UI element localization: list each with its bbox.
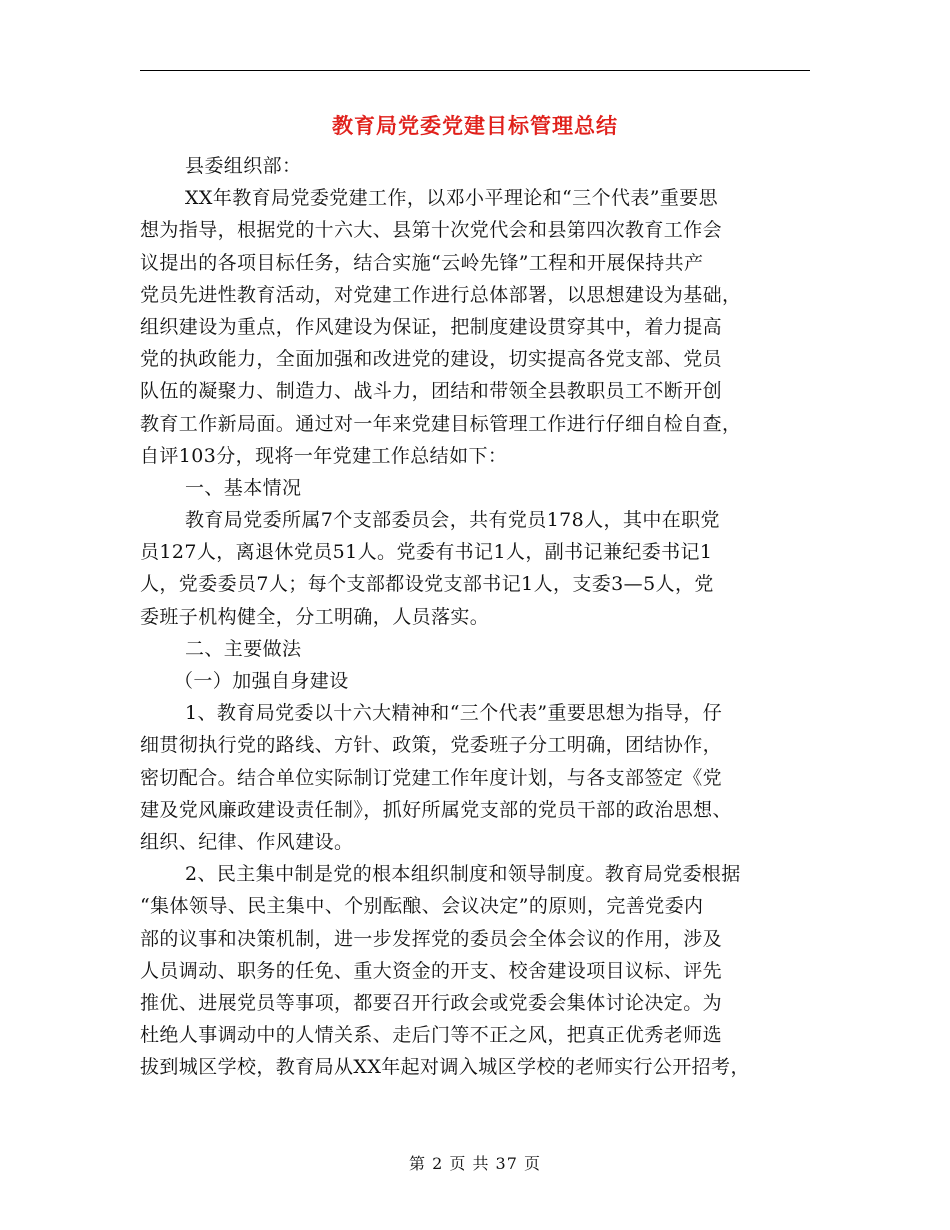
paragraph-line: 人员调动、职务的任免、重大资金的开支、校舍建设项目议标、评先 [140,959,723,982]
paragraph-line: 党员先进性教育活动，对党建工作进行总体部署，以思想建设为基础， [140,283,742,306]
document-title: 教育局党委党建目标管理总结 [332,113,618,138]
page-number: 第 2 页 共 37 页 [409,1154,541,1173]
paragraph-line: 杜绝人事调动中的人情关系、走后门等不正之风，把真正优秀老师选 [140,1024,723,1047]
paragraph-line: 2、民主集中制是党的根本组织制度和领导制度。教育局党委根据 [185,863,741,886]
section-heading: 一、基本情况 [185,476,302,499]
paragraph-line: 党的执政能力，全面加强和改进党的建设，切实提高各党支部、党员 [140,348,723,371]
paragraph-line: 人，党委委员7人；每个支部都设党支部书记1人，支委3—5人，党 [140,573,714,596]
paragraph-line: 教育局党委所属7个支部委员会，共有党员178人，其中在职党 [185,509,720,532]
paragraph-line: 自评103分，现将一年党建工作总结如下： [140,444,508,467]
paragraph-line: 1、教育局党委以十六大精神和“三个代表”重要思想为指导，仔 [185,702,723,725]
paragraph-line: XX年教育局党委党建工作，以邓小平理论和“三个代表”重要思 [185,187,719,210]
paragraph-line: 议提出的各项目标任务，结合实施“云岭先锋”工程和开展保持共产 [140,251,704,274]
paragraph-line: 密切配合。结合单位实际制订党建工作年度计划，与各支部签定《党 [140,766,723,789]
section-heading: 二、主要做法 [185,637,302,660]
paragraph-line: 组织、纪律、作风建设。 [140,830,354,853]
paragraph-line: 拔到城区学校，教育局从XX年起对调入城区学校的老师实行公开招考， [140,1056,750,1079]
paragraph-line: 教育工作新局面。通过对一年来党建目标管理工作进行仔细自检自查， [140,412,742,435]
paragraph-line: 队伍的凝聚力、制造力、战斗力，团结和带领全县教职员工不断开创 [140,380,723,403]
subsection-heading: （一）加强自身建设 [174,670,349,692]
paragraph-line: 员127人，离退休党员51人。党委有书记1人，副书记兼纪委书记1 [140,541,713,564]
header-rule [140,70,810,71]
paragraph-line: 委班子机构健全，分工明确，人员落实。 [140,605,490,628]
salutation: 县委组织部： [185,155,302,177]
paragraph-line: 建及党风廉政建设责任制》，抓好所属党支部的党员干部的政治思想、 [140,798,732,821]
paragraph-line: “集体领导、民主集中、个别酝酿、会议决定”的原则，完善党委内 [140,895,704,918]
paragraph-line: 想为指导，根据党的十六大、县第十次党代会和县第四次教育工作会 [140,219,723,242]
paragraph-line: 推优、进展党员等事项，都要召开行政会或党委会集体讨论决定。为 [140,991,723,1014]
paragraph-line: 细贯彻执行党的路线、方针、政策，党委班子分工明确，团结协作， [140,734,723,757]
paragraph-line: 部的议事和决策机制，进一步发挥党的委员会全体会议的作用，涉及 [140,927,723,950]
document-body [140,150,810,1083]
paragraph-line: 组织建设为重点，作风建设为保证，把制度建设贯穿其中，着力提高 [140,315,723,338]
